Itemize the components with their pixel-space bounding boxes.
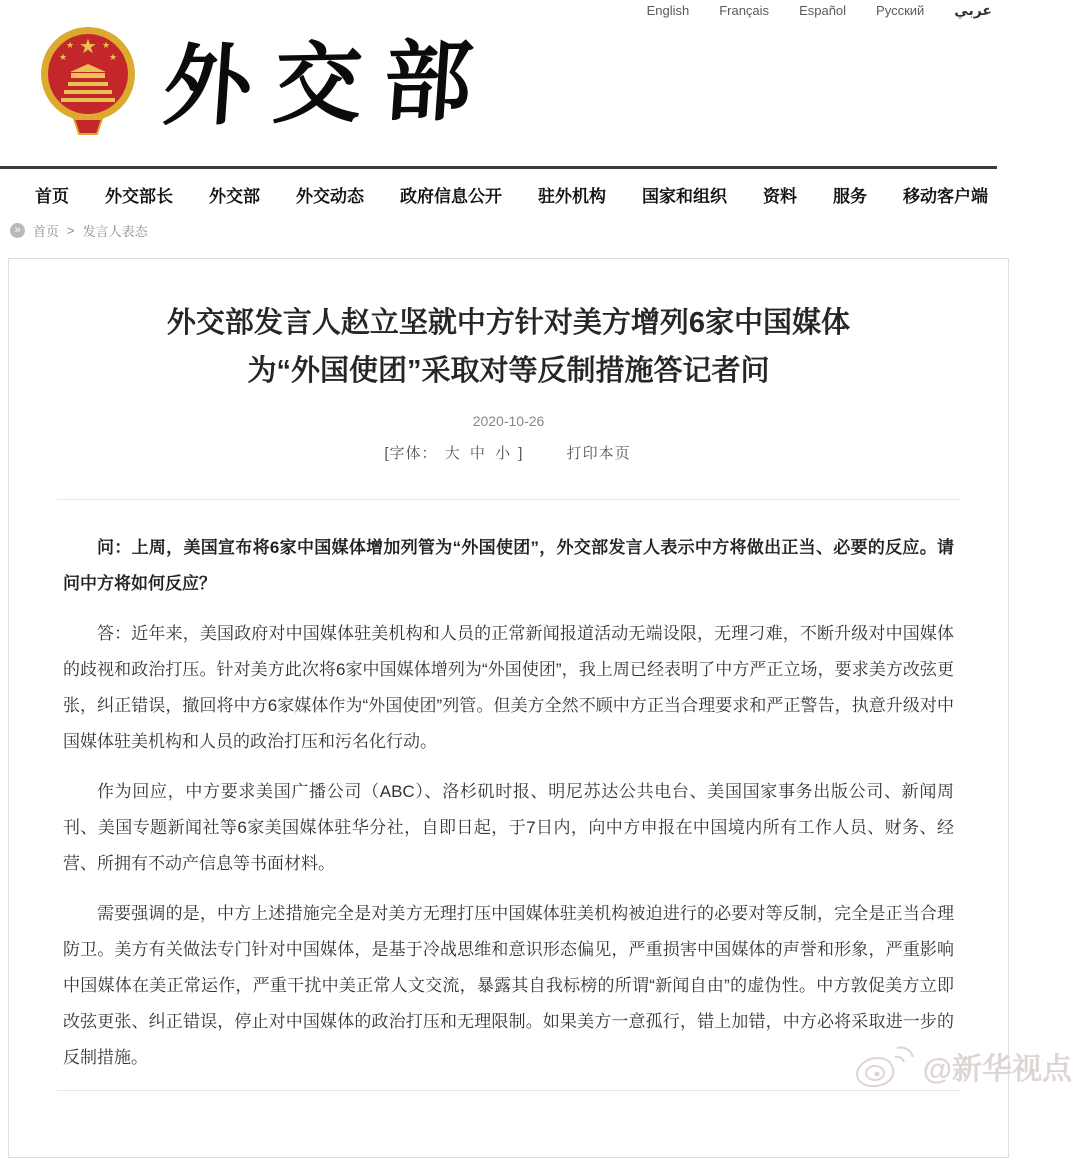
nav-item-foreign-minister[interactable]: 外交部长 [105,187,173,206]
answer-paragraph-2: 作为回应，中方要求美国广播公司（ABC）、洛杉矶时报、明尼苏达公共电台、美国国家事务出版公司、新闻周刊、美国专题新闻社等6家美国媒体驻华分社，自即日起，于7日内，向中方申报在中国境内所有工作人员、财务、经营、所拥有不动产信息等书面材料。 [63,782,954,873]
svg-text:★: ★ [101,40,111,50]
nav-item-diplomatic-activities[interactable]: 外交动态 [296,187,364,206]
lang-arabic[interactable]: عربي [954,2,992,18]
article-meta-row [9,442,1008,463]
article-panel [8,258,1009,1158]
print-page-link[interactable]: 打印本页 [566,445,631,462]
svg-text:★: ★ [65,40,75,50]
nav-item-home[interactable]: 首页 [35,187,69,206]
language-bar [647,2,992,19]
article-date: 2020-10-26 [472,413,545,429]
article-body [9,500,1008,1076]
font-size-large-button[interactable]: 大 [444,445,461,462]
svg-text:★: ★ [79,36,97,58]
font-size-control [384,445,528,462]
font-size-small-button[interactable]: 小 [495,445,512,462]
nav-item-mobile-client[interactable]: 移动客户端 [903,187,988,206]
bottom-divider [57,1090,960,1091]
nav-item-services[interactable]: 服务 [833,187,867,206]
primary-nav [0,166,997,220]
article-title-line-2: 为“外国使团”采取对等反制措施答记者问 [247,355,770,387]
svg-text:★: ★ [58,52,68,62]
font-size-label: [字体： [384,445,438,462]
nav-item-resources[interactable]: 资料 [763,187,797,206]
answer-paragraph-3: 需要强调的是，中方上述措施完全是对美方无理打压中国媒体驻美机构被迫进行的必要对等反制，完全是正当合理防卫。美方有关做法专门针对中国媒体，是基于冷战思维和意识形态偏见，严重损害中国媒体的声誉和形象，严重影响中国媒体在美正常运作，严重干扰中美正常人文交流，暴露其自我标榜的所谓“新闻自由”的虚伪性。中方敦促美方立即改弦更张、纠正错误，停止对中国媒体的政治打压和无理限制。如果美方一意孤行，错上加错，中方必将采取进一步的反制措施。 [63,904,954,1067]
font-size-medium-button[interactable]: 中 [469,445,486,462]
national-emblem-icon [38,24,138,136]
font-size-label-close: ] [518,445,524,462]
breadcrumb-home-link[interactable]: 首页 [33,224,60,239]
question-paragraph: 问：上周，美国宣布将6家中国媒体增加列管为“外国使团”，外交部发言人表示中方将做出正当、必要的反应。请问中方将如何反应？ [63,538,954,593]
breadcrumb-separator: > [67,223,75,238]
nav-item-countries-orgs[interactable]: 国家和组织 [642,187,727,206]
nav-item-gov-info[interactable]: 政府信息公开 [400,187,502,206]
breadcrumb [10,221,148,240]
nav-item-ministry[interactable]: 外交部 [209,187,260,206]
article-title-line-1: 外交部发言人赵立坚就中方针对美方增列6家中国媒体 [166,307,851,339]
nav-item-missions-abroad[interactable]: 驻外机构 [538,187,606,206]
lang-espanol[interactable]: Español [799,3,847,18]
breadcrumb-current-link[interactable]: 发言人表态 [82,224,148,239]
breadcrumb-chevron-icon: » [10,223,25,238]
site-logo[interactable] [38,24,498,142]
site-title-calligraphy: 外交部 [160,28,498,138]
lang-russian[interactable]: Русский [876,3,925,18]
svg-text:★: ★ [108,52,118,62]
lang-english[interactable]: English [646,3,690,18]
lang-francais[interactable]: Français [719,3,770,18]
answer-paragraph-1: 答：近年来，美国政府对中国媒体驻美机构和人员的正常新闻报道活动无端设限，无理刁难，不断升级对中国媒体的歧视和政治打压。针对美方此次将6家中国媒体增列为“外国使团”，我上周已经表明了中方严正立场，要求美方改弦更张，纠正错误，撤回将中方6家媒体作为“外国使团”列管。但美方全然不顾中方正当合理要求和严正警告，执意升级对中国媒体驻美机构和人员的政治打压和污名化行动。 [63,624,954,751]
watermark-label: @新华视点 [922,1053,1072,1086]
article-title [9,299,1008,395]
